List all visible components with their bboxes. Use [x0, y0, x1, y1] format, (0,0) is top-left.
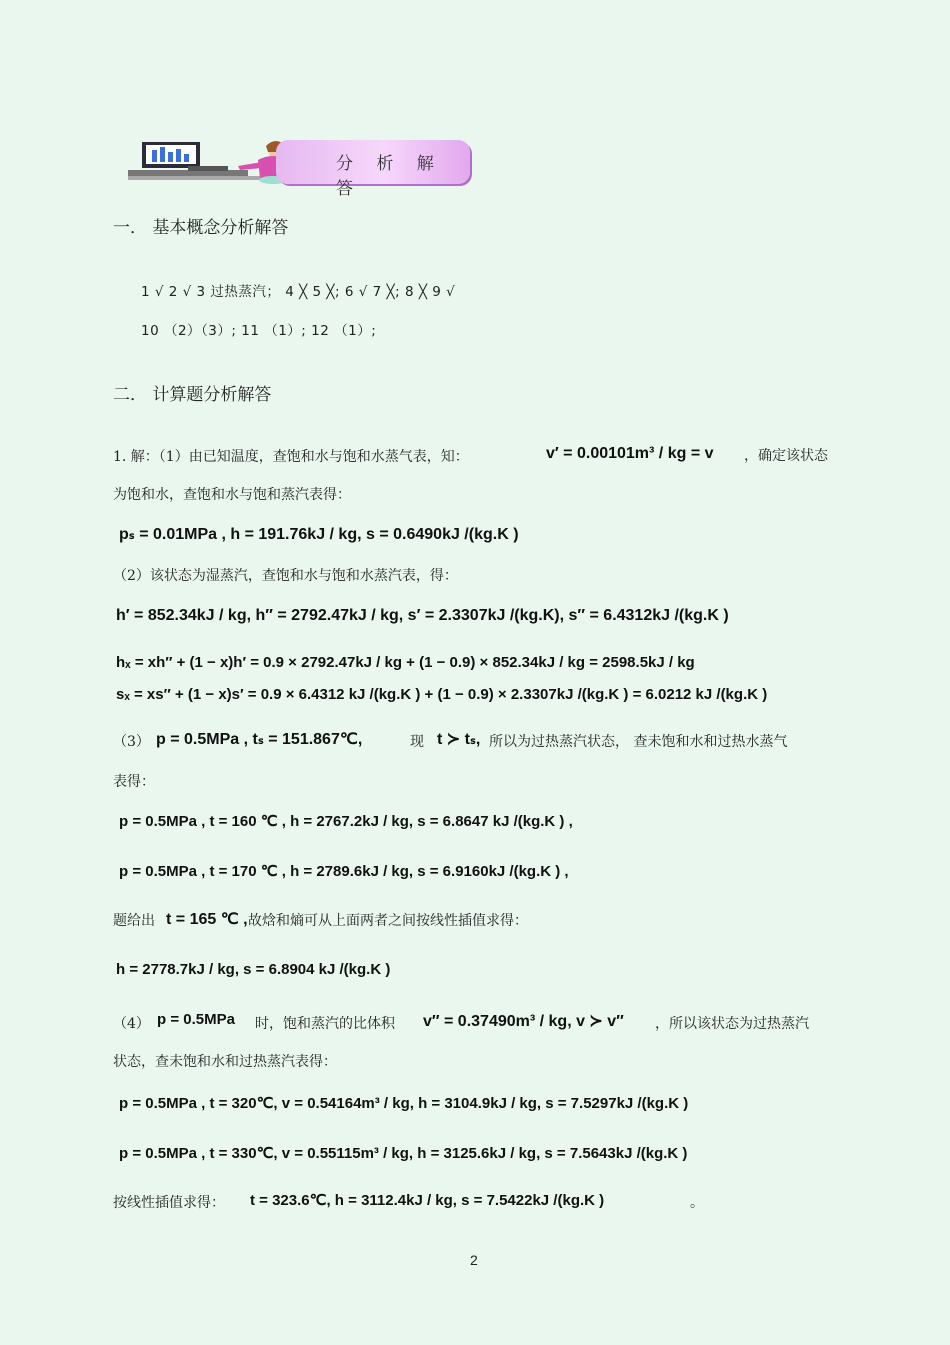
problem4-text-4: 按线性插值求得： [113, 1195, 225, 1211]
answers-line-1: 1 √ 2 √ 3 过热蒸汽； 4 ╳ 5 ╳; 6 √ 7 ╳; 8 ╳ 9 √ [141, 284, 456, 300]
problem4-table-row-1: p = 0.5MPa , t = 320℃, v = 0.54164m³ / kg, h = 3104.9kJ / kg, s = 7.5297kJ /(kg.K ) [119, 1095, 689, 1112]
problem2-equation-1: h′ = 852.34kJ / kg, h″ = 2792.47kJ / kg, s′ = 2.3307kJ /(kg.K), s″ = 6.4312kJ /(kg.K ) [116, 607, 729, 624]
computer-user-illustration [128, 138, 288, 188]
problem4-table-row-2: p = 0.5MPa , t = 330℃, v = 0.55115m³ / kg, h = 3125.6kJ / kg, s = 7.5643kJ /(kg.K ) [119, 1145, 688, 1162]
problem4-text-3: 状态，查未饱和水和过热蒸汽表得： [113, 1054, 337, 1070]
problem3-text-4: 故焓和熵可从上面两者之间按线性插值求得： [248, 913, 528, 929]
problem3-given-temperature: t = 165 ℃ , [166, 911, 248, 928]
answers-line-2: 10 （2）（3）; 11 （1）; 12 （1）; [141, 323, 377, 339]
page-number: 2 [470, 1252, 478, 1268]
banner-title: 分 析 解 答 [336, 154, 443, 199]
problem4-result: t = 323.6℃, h = 3112.4kJ / kg, s = 7.5422kJ /(kg.K ) [250, 1192, 605, 1209]
problem1-intro-line2: 为饱和水，查饱和水与饱和蒸汽表得： [113, 487, 351, 503]
problem1-equation: pₛ = 0.01MPa , h = 191.76kJ / kg, s = 0.6490kJ /(kg.K ) [119, 526, 519, 543]
problem3-equation: p = 0.5MPa , tₛ = 151.867℃, [156, 731, 363, 748]
problem4-period: 。 [690, 1195, 704, 1211]
problem2-equation-3: sₓ = xs″ + (1 − x)s′ = 0.9 × 6.4312 kJ /(kg.K ) + (1 − 0.9) × 2.3307kJ /(kg.K ) = 6.0212 kJ /(kg.K ) [116, 686, 768, 703]
problem4-text-2: ，所以该状态为过热蒸汽 [655, 1016, 809, 1032]
section-banner [128, 138, 472, 199]
problem3-text-now: 现 [410, 734, 424, 750]
problem3-text: 所以为过热蒸汽状态， 查未饱和水和过热水蒸气 [489, 734, 788, 750]
problem1-intro-equation: v′ = 0.00101m³ / kg = v [546, 445, 714, 462]
problem3-inequality: t ≻ tₛ, [437, 731, 481, 748]
problem2-intro: （2）该状态为湿蒸汽，查饱和水与饱和水蒸汽表，得： [113, 568, 458, 584]
problem1-intro-tail: ，确定该状态 [744, 448, 828, 464]
problem3-text-2: 表得： [113, 774, 155, 790]
problem2-equation-2: hₓ = xh″ + (1 − x)h′ = 0.9 × 2792.47kJ / kg + (1 − 0.9) × 852.34kJ / kg = 2598.5kJ / kg [116, 654, 695, 671]
problem3-table-row-1: p = 0.5MPa , t = 160 ℃ , h = 2767.2kJ / kg, s = 6.8647 kJ /(kg.K ) , [119, 813, 573, 830]
section2-heading: 二． 计算题分析解答 [113, 385, 272, 405]
problem4-pressure: p = 0.5MPa [157, 1011, 235, 1028]
problem3-table-row-2: p = 0.5MPa , t = 170 ℃ , h = 2789.6kJ / kg, s = 6.9160kJ /(kg.K ) , [119, 863, 569, 880]
section1-heading: 一． 基本概念分析解答 [113, 218, 289, 238]
problem4-equation: v″ = 0.37490m³ / kg, v ≻ v″ [423, 1013, 624, 1030]
problem1-intro: 1. 解：（1）由已知温度，查饱和水与饱和水蒸气表，知： [113, 449, 469, 465]
problem4-label: （4） [113, 1016, 150, 1032]
problem4-text: 时，饱和蒸汽的比体积 [255, 1016, 395, 1032]
problem3-label: （3） [113, 734, 150, 750]
problem3-result: h = 2778.7kJ / kg, s = 6.8904 kJ /(kg.K ) [116, 961, 391, 978]
problem3-text-3: 题给出 [113, 913, 155, 929]
